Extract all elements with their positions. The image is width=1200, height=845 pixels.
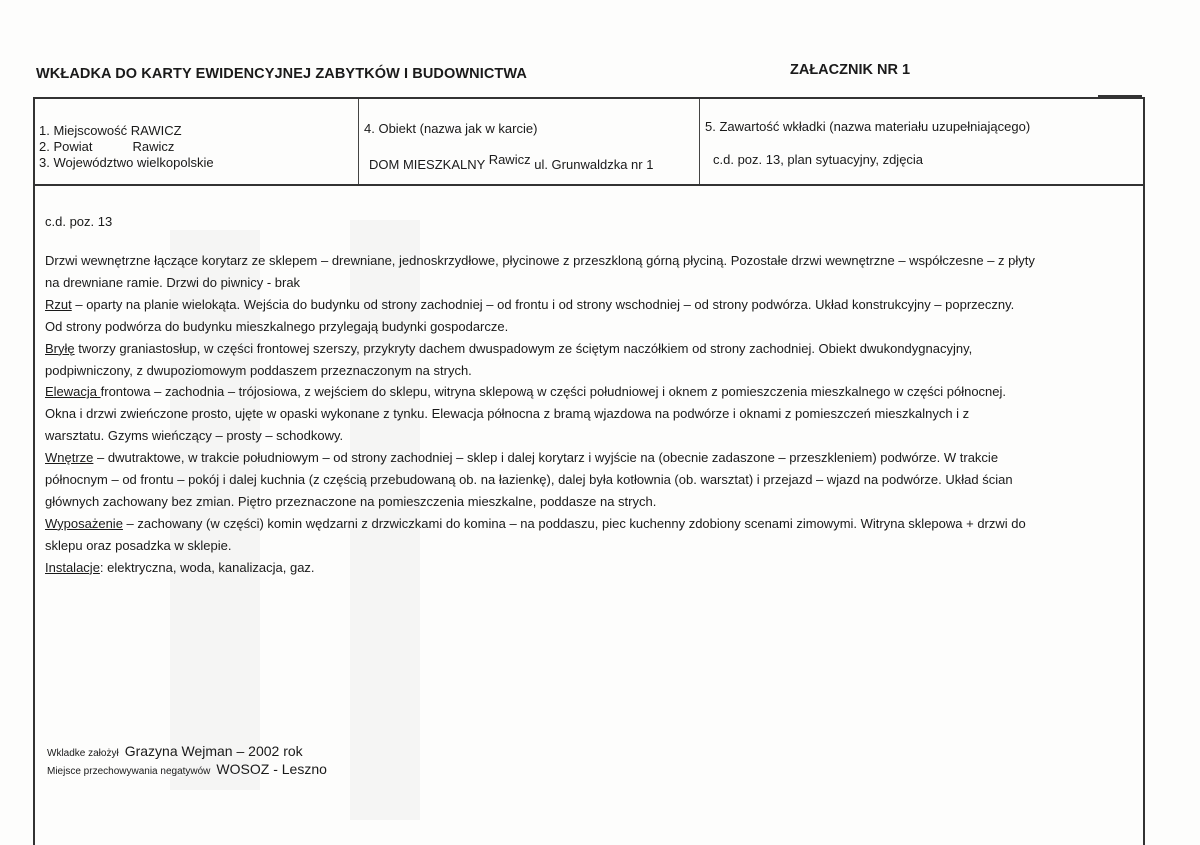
author-line: [47, 743, 303, 759]
county-label: 2. Powiat: [39, 139, 93, 154]
document-title: WKŁADKA DO KARTY EWIDENCYJNEJ ZABYTKÓW I BUDOWNICTWA: [36, 66, 527, 82]
line-text: – zachowany (w części) komin wędzarni z drzwiczkami do komina – na poddaszu, piec kuchenny zdobiony scenami zimowymi. Witryna sklepowa + drzwi do: [122, 515, 1026, 531]
text-line: [45, 316, 1135, 338]
object-cell: [359, 99, 700, 184]
text-line: [45, 403, 1135, 425]
description-body: [45, 250, 1135, 579]
text-line: [45, 513, 1135, 535]
author-value: Grazyna Wejman – 2002 rok: [124, 743, 303, 759]
line-text: – dwutraktowe, w trakcie południowym – od strony zachodniej – sklep i dalej korytarz i wyjście na (obecnie zadaszone – przeszkleniem) podwórze. W trakcie: [93, 450, 999, 466]
text-line: [45, 491, 1135, 513]
object-name: DOM MIESZKALNY: [369, 157, 486, 172]
section-keyword: Wnętrze: [45, 450, 94, 466]
location-cell: [35, 99, 359, 184]
voivodeship: 3. Województwo wielkopolskie: [39, 155, 214, 170]
text-line: [45, 272, 1135, 294]
line-text: sklepu oraz posadzka w sklepie.: [45, 537, 232, 553]
line-text: głównych zachowany bez zmian. Piętro przeznaczone na pomieszczenia mieszkalne, poddasze na strych.: [45, 493, 657, 509]
text-line: [45, 381, 1135, 403]
text-line: [45, 557, 1135, 579]
header-table: [35, 99, 1143, 186]
storage-line: [47, 761, 327, 777]
text-line: [45, 447, 1135, 469]
contents-value: c.d. poz. 13, plan sytuacyjny, zdjęcia: [713, 152, 924, 167]
line-text: Okna i drzwi zwieńczone prosto, ujęte w opaski wykonane z tynku. Elewacja północna z bramą wjazdowa na podwórze i oknami z pomieszczeń mieszkalnych i z: [45, 406, 970, 422]
author-label: Wkladke założył: [47, 748, 119, 759]
contents-cell: [700, 99, 1140, 184]
object-address: ul. Grunwaldzka nr 1: [534, 157, 654, 172]
storage-label: Miejsce przechowywania negatywów: [47, 766, 211, 777]
line-text: frontowa – zachodnia – trójosiowa, z wejściem do sklepu, witryna sklepową w części południowej i oknem z pomieszczenia mieszkalnego w części północnej.: [100, 384, 1007, 400]
object-label: 4. Obiekt (nazwa jak w karcie): [364, 121, 538, 136]
section-keyword: Wyposażenie: [45, 515, 123, 531]
section-keyword: Instalacje: [45, 559, 100, 575]
locality-value: RAWICZ: [130, 123, 182, 138]
line-text: warsztatu. Gzyms wieńczący – prosty – schodkowy.: [45, 428, 344, 444]
annex-number: ZAŁACZNIK NR 1: [790, 62, 911, 78]
storage-value: WOSOZ - Leszno: [216, 761, 327, 777]
line-text: północnym – od frontu – pokój i dalej kuchnia (z częścią przebudowaną ob. na łazienkę), dalej była kotłownia (ob. warsztat) i przejazd – wjazd na podwórze. Układ ścian: [45, 472, 1013, 488]
line-text: Od strony podwórza do budynku mieszkalnego przylegają budynki gospodarcze.: [45, 318, 509, 334]
line-text: : elektryczna, woda, kanalizacja, gaz.: [99, 559, 315, 575]
line-text: tworzy graniastosłup, w części frontowej szerszy, przykryty dachem dwuspadowym ze ściętym naczółkiem od strony zachodniej. Obiekt dwukondygnacyjny,: [74, 340, 973, 356]
locality-label: 1. Miejscowość: [39, 123, 128, 138]
line-text: podpiwniczony, z dwupoziomowym poddaszem przeznaczonym na strych.: [45, 362, 472, 378]
text-line: [45, 294, 1135, 316]
section-keyword: Bryłę: [45, 340, 75, 356]
line-text: na drewniane ramie. Drzwi do piwnicy - brak: [45, 274, 301, 290]
text-line: [45, 360, 1135, 382]
text-line: [45, 535, 1135, 557]
text-line: [45, 469, 1135, 491]
form-frame: [33, 97, 1145, 845]
county-value: Rawicz: [132, 139, 175, 154]
line-text: – oparty na planie wielokąta. Wejścia do budynku od strony zachodniej – od frontu i od strony wschodniej – od strony podwórza. Układ konstrukcyjny – poprzeczny.: [71, 296, 1015, 312]
section-heading: c.d. poz. 13: [45, 214, 113, 229]
line-text: Drzwi wewnętrzne łączące korytarz ze sklepem – drewniane, jednoskrzydłowe, płycinowe z przeszkloną górną płyciną. Pozostałe drzwi wewnętrzne – współczesne – z płyty: [45, 253, 1035, 268]
section-keyword: Elewacja: [45, 384, 101, 400]
section-keyword: Rzut: [45, 296, 72, 312]
text-line: [45, 250, 1135, 272]
text-line: [45, 338, 1135, 360]
object-town: Rawicz: [488, 152, 531, 167]
text-line: [45, 425, 1135, 447]
contents-label: 5. Zawartość wkładki (nazwa materiału uzupełniającego): [705, 119, 1031, 134]
